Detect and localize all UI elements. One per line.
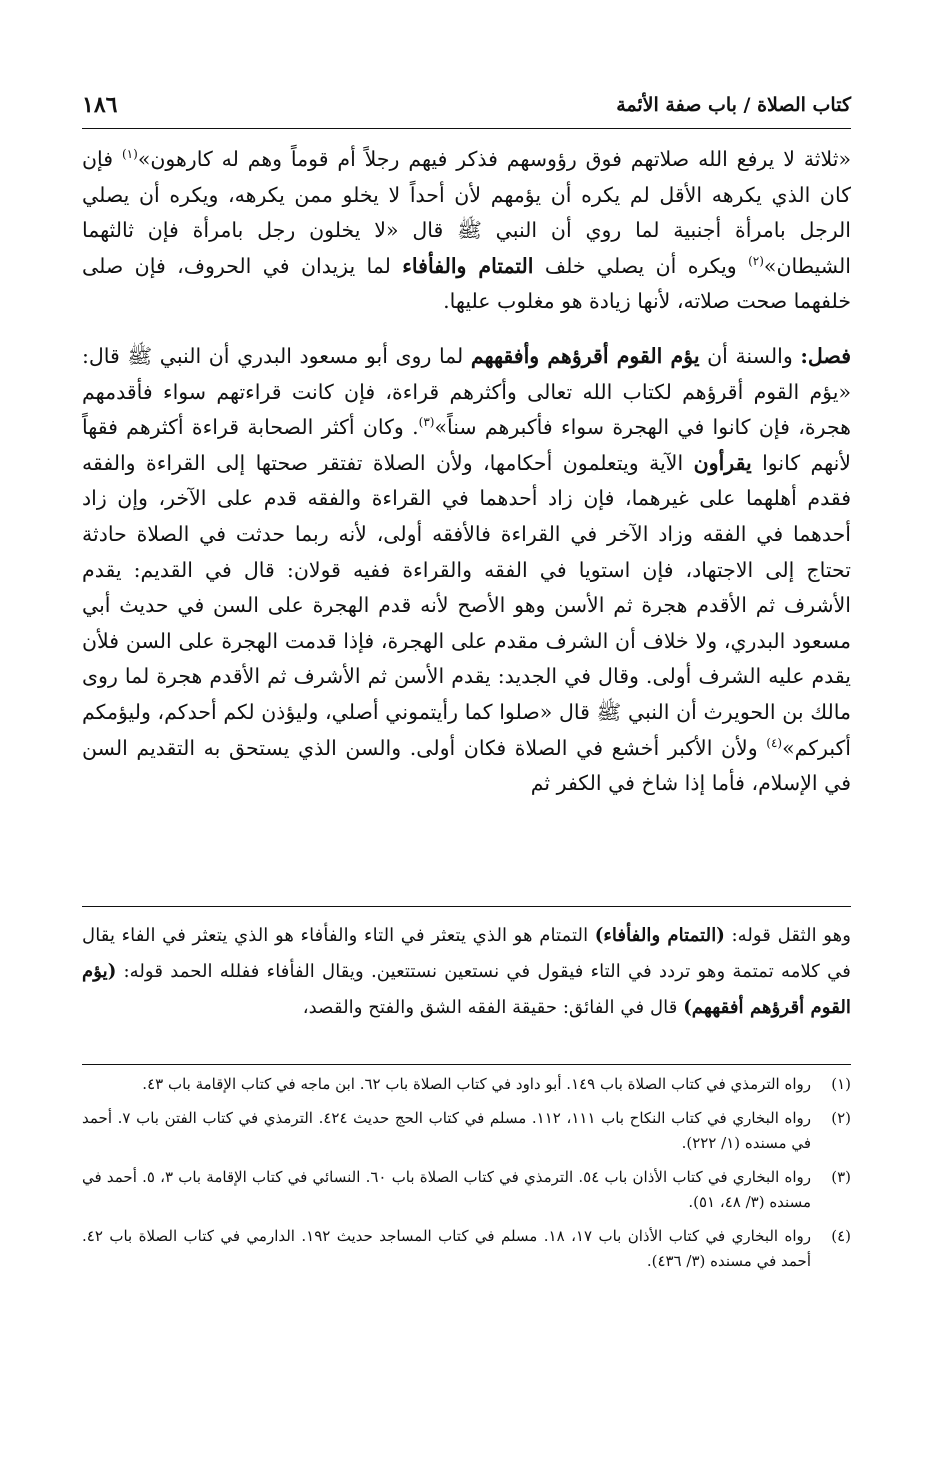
text-run: «ثلاثة لا يرفع الله صلاتهم فوق رؤوسهم فذكر فيهم رجلاً أم قوماً وهم له كارهون» [137, 147, 851, 171]
page-number: ١٨٦ [82, 92, 118, 118]
text-run: التمتام هو الذي يتعثر في التاء والفأفاء هو الذي يتعثر في الفاء يقال في كلامه تمتمة وهو تردد في التاء فيقول في نستعين نستتعين. ويقال الفأفاء ففلله الحمد قوله: [82, 925, 851, 982]
footnote [82, 1165, 851, 1215]
text-run: وهو الثقل قوله: [724, 925, 851, 946]
text-run: الآية ويتعلمون أحكامها، ولأن الصلاة تفتقر صحتها إلى القراءة والفقه فقدم أهلهما على غيرهما، فإن زاد أحدهما في القراءة والفقه قدم على الآخر، وإن زاد أحدهما في الفقه وزاد الآخر في القراءة فالأفقه أولى، لأنه ربما حدثت في الصلاة حادثة تحتاج إلى الاجتهاد، فإن استويا في الفقه والقراءة ففيه قولان: قال في القديم: يقدم الأشرف ثم الأقدم هجرة ثم الأسن وهو الأصح لأنه قدم الهجرة على السن في حديث أبي مسعود البدري، ولا خلاف أن الشرف مقدم على الهجرة، فإذا قدمت الهجرة على السن فلأن يقدم عليه الشرف أولى. وقال في الجديد: يقدم الأسن ثم الأشرف ثم الأقدم هجرة لما روى مالك بن الحويرث أن النبي ﷺ قال «صلوا كما رأيتموني أصلي، وليؤذن لكم أحدكم، وليؤمكم أكبركم» [82, 450, 851, 760]
commentary [82, 918, 851, 1026]
text-run: ولأن الأكبر أخشع في الصلاة فكان أولى. والسن الذي يستحق به التقديم السن في الإسلام، فأما إذا شاخ في الكفر ثم [82, 735, 851, 796]
text-run: فإن كان الذي يكرهه الأقل لم يكره أن يؤمهم لأن أحداً لا يخلو ممن يكرهه، ويكره أن يصلي الرجل بامرأة أجنبية لما روي أن النبي ﷺ قال «لا يخلون رجل بامرأة فإن ثالثهما الشيطان» [82, 147, 851, 278]
footnotes [82, 1072, 851, 1283]
footnote-text: رواه الترمذي في كتاب الصلاة باب ١٤٩. أبو داود في كتاب الصلاة باب ٦٢. ابن ماجه في كتاب الإقامة باب ٤٣. [142, 1075, 811, 1093]
text-run: ويكره أن يصلي خلف [533, 253, 749, 278]
footnote [82, 1072, 851, 1097]
text-run: . وكان أكثر الصحابة قراءة أكثرهم فقهاً لأنهم كانوا [82, 415, 851, 475]
footnote-number: (٤) [831, 1227, 851, 1245]
footnote-ref: (١) [121, 147, 138, 162]
commentary-paragraph [82, 918, 851, 1026]
main-text [82, 142, 851, 802]
footnote-number: (١) [831, 1075, 851, 1093]
footnote [82, 1224, 851, 1274]
commentary-divider [82, 906, 851, 907]
bold-term: (يؤم القوم أقرؤهم أفقههم) [82, 961, 851, 1018]
footnote-number: (٢) [831, 1109, 851, 1127]
text-run: والسنة أن [699, 343, 801, 368]
footnote-ref: (٣) [418, 415, 435, 430]
bold-term: يقرأون [693, 450, 752, 475]
bold-term: التمتام والفأفاء [402, 253, 534, 278]
text-run: لما روى أبو مسعود البدري أن النبي ﷺ قال: «يؤم القوم أقرؤهم لكتاب الله تعالى وأكثرهم قراءة، فإن كانت قراءتهم سواء فأقدمهم هجرة، فإن كانوا في الهجرة سواء فأكبرهم سناً» [82, 343, 851, 440]
footnote-ref: (٤) [766, 735, 783, 750]
footnote-text: رواه البخاري في كتاب الأذان باب ١٧، ١٨. مسلم في كتاب المساجد حديث ١٩٢. الدارمي في كتاب الصلاة باب ٤٢. أحمد في مسنده (٣/ ٤٣٦). [82, 1227, 812, 1270]
paragraph-2 [82, 339, 851, 802]
footnotes-divider [82, 1064, 851, 1065]
page-header [82, 92, 851, 129]
bold-term: يؤم القوم أقرؤهم وأفقههم [470, 343, 700, 368]
footnote-ref: (٢) [748, 253, 764, 268]
bold-term: (التمتام والفأفاء) [594, 925, 725, 946]
section-heading: فصل: [800, 343, 851, 368]
paragraph-1 [82, 142, 851, 320]
running-title: كتاب الصلاة / باب صفة الأئمة [616, 94, 851, 116]
footnote-number: (٣) [831, 1168, 851, 1186]
footnote-text: رواه البخاري في كتاب الأذان باب ٥٤. الترمذي في كتاب الصلاة باب ٦٠. النسائي في كتاب الإقامة باب ٣، ٥. أحمد في مسنده (٣/ ٤٨، ٥١). [82, 1168, 811, 1211]
footnote-text: رواه البخاري في كتاب النكاح باب ١١١، ١١٢. مسلم في كتاب الحج حديث ٤٢٤. الترمذي في كتاب الفتن باب ٧. أحمد في مسنده (١/ ٢٢٢). [82, 1109, 812, 1152]
text-run: لما يزيدان في الحروف، فإن صلى خلفهما صحت صلاته، لأنها زيادة هو مغلوب عليها. [82, 253, 851, 314]
footnote [82, 1106, 851, 1156]
text-run: قال في الفائق: حقيقة الفقه الشق والفتح والقصد، [302, 997, 684, 1018]
